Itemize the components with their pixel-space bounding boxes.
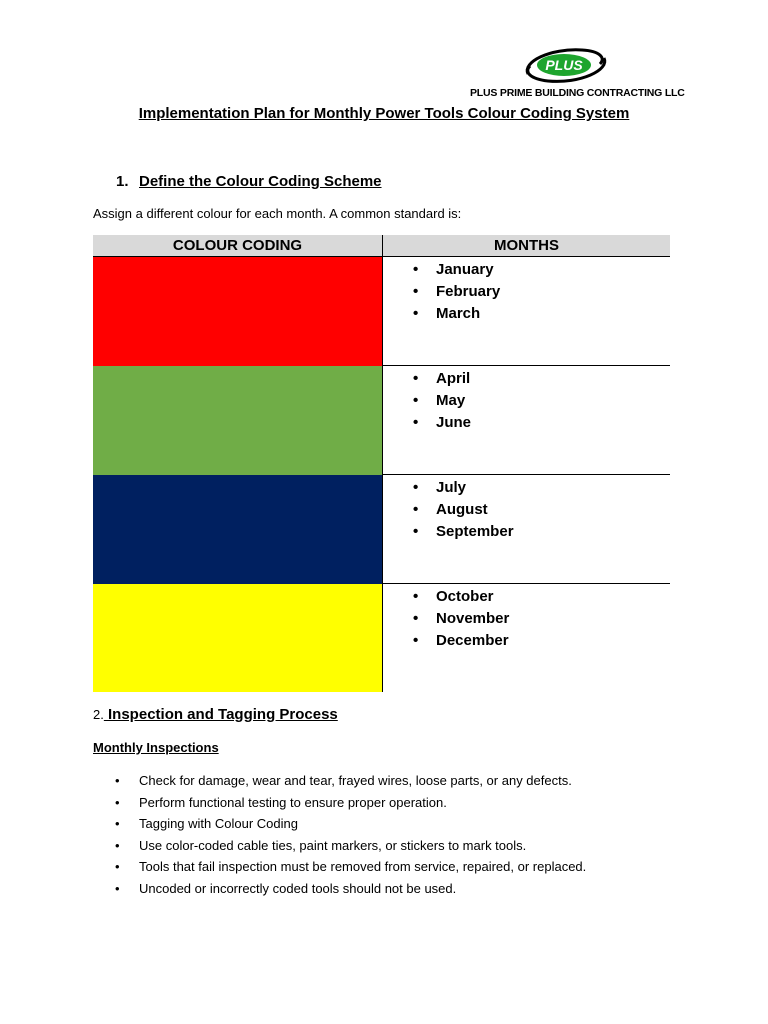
table-row — [93, 584, 670, 693]
company-name: PLUS PRIME BUILDING CONTRACTING LLC — [470, 87, 685, 99]
list-item: • February — [413, 281, 670, 303]
months-cell — [383, 475, 671, 584]
header-colour-coding: COLOUR CODING — [93, 235, 383, 257]
list-item: • Tools that fail inspection must be removed from service, repaired, or replaced. — [93, 856, 586, 878]
logo-text: PLUS — [545, 57, 583, 73]
section-title: Inspection and Tagging Process — [103, 706, 338, 723]
company-logo — [470, 44, 685, 100]
list-item: • Check for damage, wear and tear, frayed wires, loose parts, or any defects. — [93, 770, 586, 792]
list-item: • September — [413, 521, 670, 543]
section-number: 2. — [93, 707, 104, 722]
list-item: • Use color-coded cable ties, paint markers, or stickers to mark tools. — [93, 835, 586, 857]
list-item: • January — [413, 259, 670, 281]
section-title: Define the Colour Coding Scheme — [139, 173, 382, 190]
colour-swatch — [93, 475, 383, 584]
plus-logo-icon — [520, 44, 610, 86]
colour-swatch — [93, 584, 383, 693]
list-item: • May — [413, 390, 670, 412]
list-item: • October — [413, 586, 670, 608]
section-1-heading — [116, 173, 382, 190]
colour-swatch — [93, 257, 383, 366]
list-item: • June — [413, 412, 670, 434]
inspection-list — [93, 770, 586, 900]
table-row — [93, 257, 670, 366]
section-number: 1. — [116, 173, 129, 190]
months-cell — [383, 257, 671, 366]
list-item: • April — [413, 368, 670, 390]
list-item: • Tagging with Colour Coding — [93, 813, 586, 835]
list-item: • November — [413, 608, 670, 630]
list-item: • August — [413, 499, 670, 521]
list-item: • July — [413, 477, 670, 499]
section-2-heading — [93, 706, 338, 723]
subheading-monthly-inspections: Monthly Inspections — [93, 740, 219, 755]
list-item: • Perform functional testing to ensure proper operation. — [93, 792, 586, 814]
list-item: • December — [413, 630, 670, 652]
page-title: Implementation Plan for Monthly Power Tools Colour Coding System — [138, 105, 630, 122]
months-cell — [383, 366, 671, 475]
table-row — [93, 475, 670, 584]
list-item: • March — [413, 303, 670, 325]
colour-swatch — [93, 366, 383, 475]
list-item: • Uncoded or incorrectly coded tools should not be used. — [93, 878, 586, 900]
table-header-row — [93, 235, 670, 257]
colour-coding-table — [93, 235, 670, 692]
header-months: MONTHS — [383, 235, 671, 257]
intro-text: Assign a different colour for each month. A common standard is: — [93, 206, 462, 221]
table-row — [93, 366, 670, 475]
months-cell — [383, 584, 671, 693]
